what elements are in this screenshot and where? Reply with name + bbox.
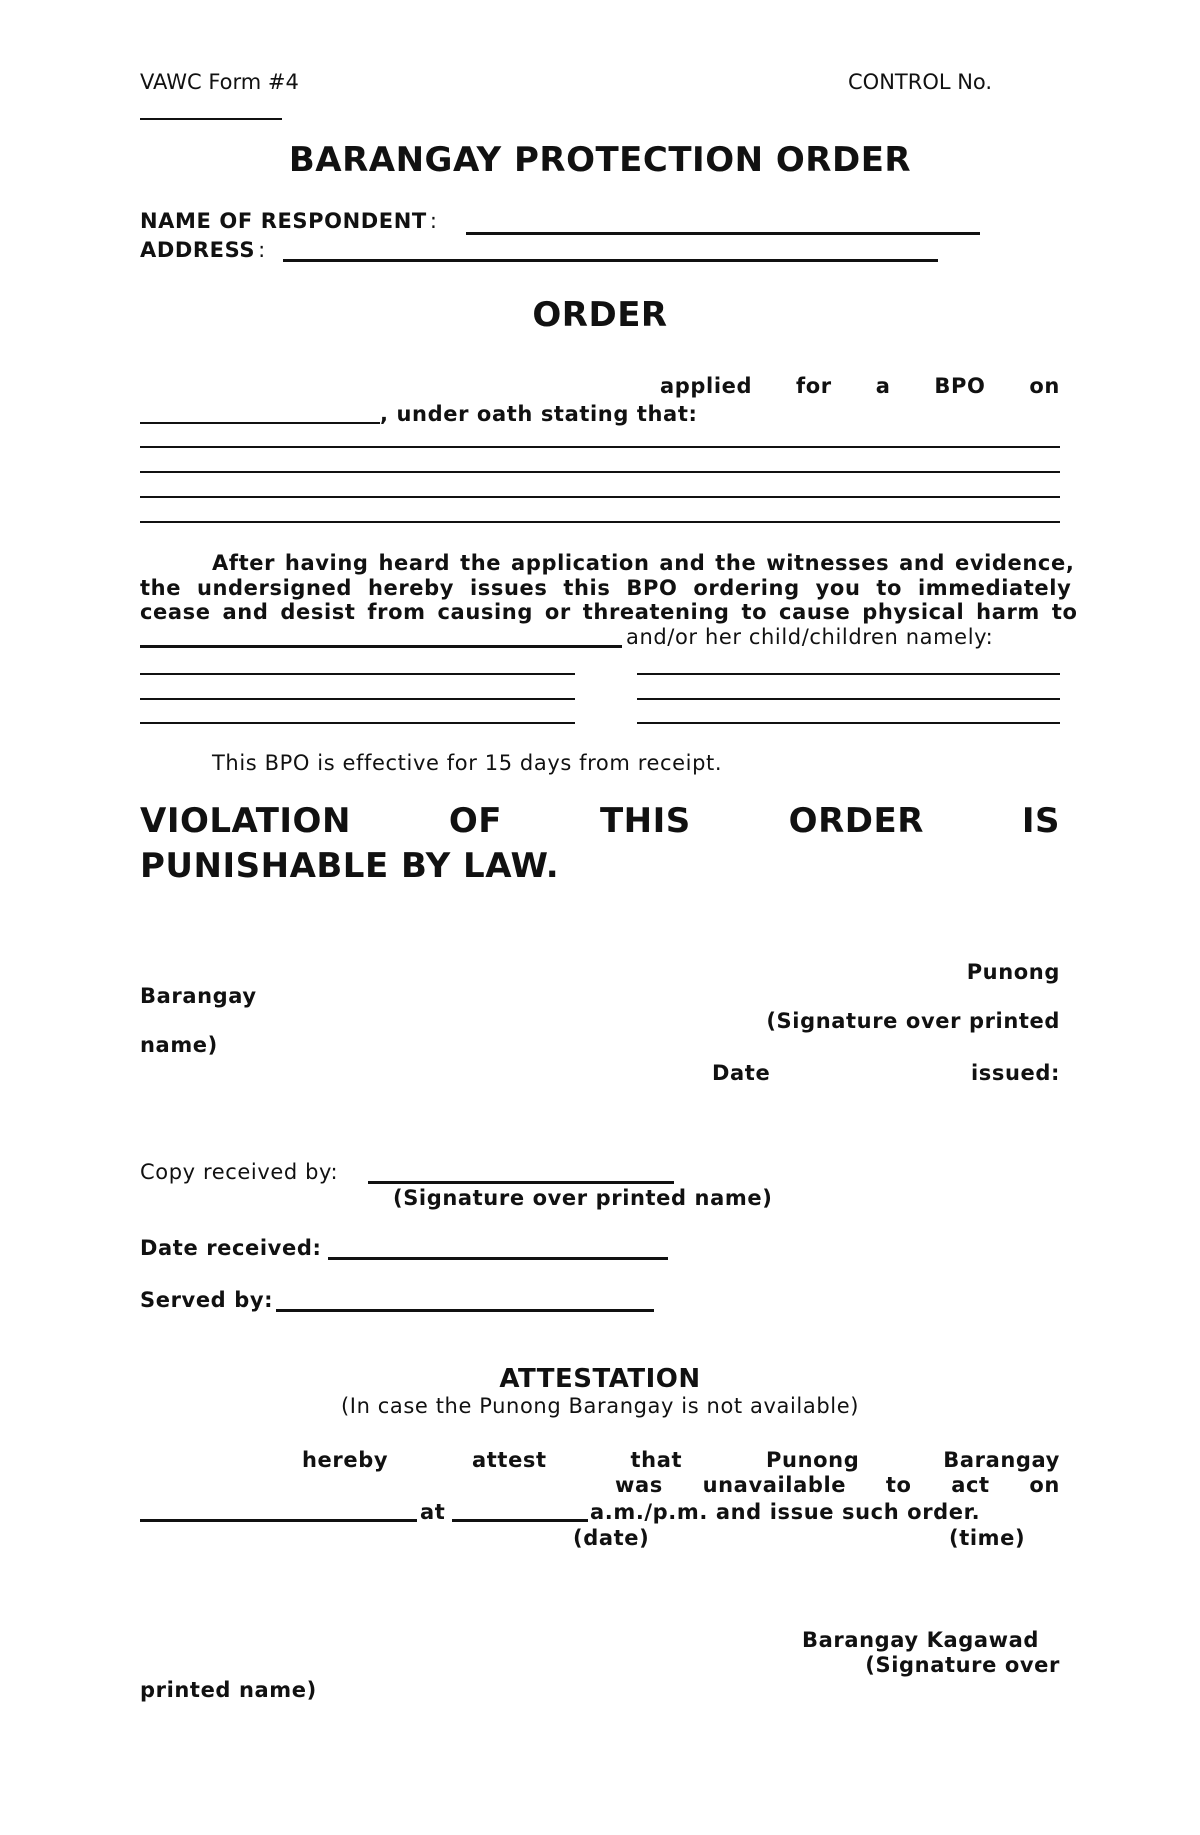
page-title: BARANGAY PROTECTION ORDER bbox=[288, 140, 912, 180]
violation-line-2: PUNISHABLE BY LAW. bbox=[140, 846, 560, 886]
applicant-word: for bbox=[796, 374, 832, 398]
kagawad-printed-name: printed name) bbox=[140, 1678, 317, 1702]
attestation-word: attest bbox=[472, 1448, 547, 1472]
address-label: ADDRESS : bbox=[140, 238, 266, 262]
child-line-right-2[interactable] bbox=[637, 698, 1060, 700]
order-heading: ORDER bbox=[532, 295, 668, 335]
attestation-word: on bbox=[1029, 1473, 1060, 1497]
attestation-word: to bbox=[885, 1473, 912, 1497]
copy-received-label: Copy received by: bbox=[140, 1160, 339, 1184]
control-number-line bbox=[140, 118, 282, 120]
attestation-word: unavailable bbox=[702, 1473, 847, 1497]
issued-label: issued: bbox=[970, 1061, 1060, 1085]
statement-line-3[interactable] bbox=[140, 496, 1060, 498]
attestation-word: act bbox=[951, 1473, 990, 1497]
child-line-right-1[interactable] bbox=[637, 673, 1060, 675]
kagawad-signature-note: (Signature over bbox=[865, 1653, 1060, 1677]
applicant-word: on bbox=[1029, 374, 1060, 398]
copy-signature-note: (Signature over printed name) bbox=[393, 1186, 773, 1210]
served-by-line[interactable] bbox=[276, 1309, 654, 1312]
body-line-4: and/or her child/children namely: bbox=[626, 625, 994, 649]
child-line-left-2[interactable] bbox=[140, 698, 575, 700]
applicant-word: a bbox=[875, 374, 891, 398]
effective-statement: This BPO is effective for 15 days from receipt. bbox=[212, 751, 723, 775]
address-line[interactable] bbox=[283, 259, 938, 262]
applicant-word: BPO bbox=[934, 374, 986, 398]
violation-word: THIS bbox=[599, 801, 691, 841]
oath-statement: , under oath stating that: bbox=[380, 402, 698, 426]
child-line-left-1[interactable] bbox=[140, 673, 575, 675]
body-line-1: After having heard the application and the witnesses and evidence, bbox=[212, 551, 1075, 575]
child-line-right-3[interactable] bbox=[637, 722, 1060, 724]
control-number-label: CONTROL No. bbox=[848, 70, 993, 94]
punong-label: Punong bbox=[966, 960, 1060, 984]
violation-line-1 bbox=[140, 801, 1060, 841]
attestation-note: (In case the Punong Barangay is not available) bbox=[340, 1394, 860, 1418]
attestation-row-1 bbox=[302, 1450, 1060, 1471]
attestation-time-label: (time) bbox=[949, 1526, 1026, 1550]
barangay-label: Barangay bbox=[140, 984, 257, 1008]
attestation-date-line[interactable] bbox=[140, 1519, 417, 1522]
date-received-label: Date received: bbox=[140, 1236, 322, 1260]
attestation-at: at bbox=[420, 1500, 446, 1524]
copy-received-line[interactable] bbox=[368, 1181, 674, 1184]
attestation-word: Punong bbox=[766, 1448, 860, 1472]
application-date-line[interactable] bbox=[140, 422, 380, 424]
violation-word: VIOLATION bbox=[140, 801, 351, 841]
statement-line-2[interactable] bbox=[140, 471, 1060, 473]
statement-line-1[interactable] bbox=[140, 446, 1060, 448]
violation-word: ORDER bbox=[788, 801, 924, 841]
statement-line-4[interactable] bbox=[140, 521, 1060, 523]
attestation-ampm: a.m./p.m. and issue such order. bbox=[590, 1500, 981, 1524]
attestation-word: hereby bbox=[302, 1448, 389, 1472]
respondent-name-label: NAME OF RESPONDENT : bbox=[140, 209, 438, 233]
violation-word: IS bbox=[1021, 801, 1060, 841]
served-by-label: Served by: bbox=[140, 1288, 274, 1312]
victim-name-line[interactable] bbox=[140, 645, 622, 648]
attestation-word: that bbox=[630, 1448, 683, 1472]
respondent-name-line[interactable] bbox=[466, 232, 980, 235]
attestation-row-2 bbox=[615, 1475, 1060, 1496]
attestation-word: Barangay bbox=[943, 1448, 1060, 1472]
attestation-heading: ATTESTATION bbox=[499, 1364, 701, 1394]
form-number: VAWC Form #4 bbox=[140, 70, 299, 94]
date-received-line[interactable] bbox=[328, 1257, 668, 1260]
attestation-date-label: (date) bbox=[573, 1526, 650, 1550]
punong-signature-note: (Signature over printed bbox=[766, 1009, 1060, 1033]
date-issued-label: Date bbox=[712, 1061, 771, 1085]
attestation-time-line[interactable] bbox=[452, 1519, 588, 1522]
body-line-2: the undersigned hereby issues this BPO ordering you to immediately bbox=[140, 576, 1072, 600]
child-line-left-3[interactable] bbox=[140, 722, 575, 724]
punong-name-note: name) bbox=[140, 1033, 218, 1057]
kagawad-title: Barangay Kagawad bbox=[802, 1628, 1040, 1652]
body-line-3: cease and desist from causing or threatening to cause physical harm to bbox=[140, 600, 1078, 624]
applicant-word: applied bbox=[660, 374, 753, 398]
applicant-line bbox=[660, 376, 1060, 397]
attestation-word: was bbox=[615, 1473, 663, 1497]
violation-word: OF bbox=[448, 801, 502, 841]
